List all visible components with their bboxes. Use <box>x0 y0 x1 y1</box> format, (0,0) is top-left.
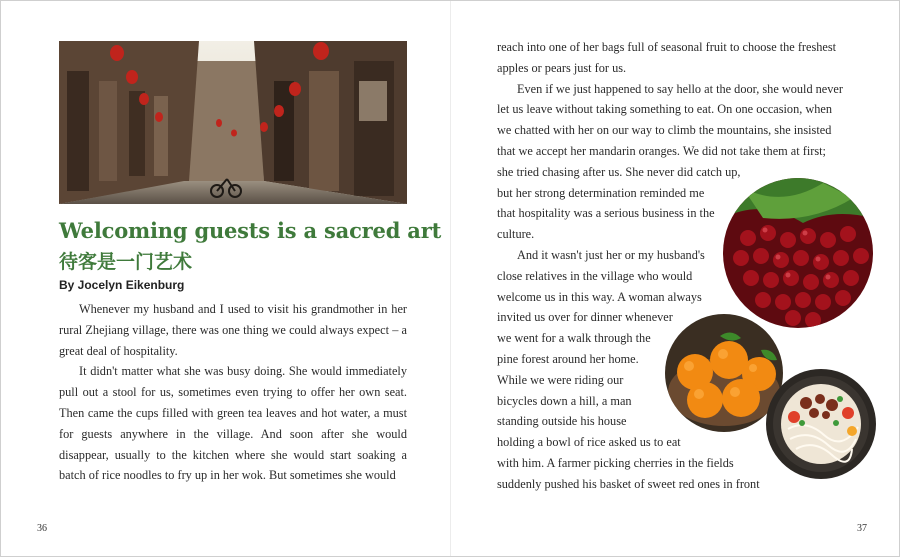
body-line: welcome us in this way. A woman always <box>497 289 702 304</box>
body-line: culture. <box>497 227 535 242</box>
body-line: we chatted with her on our way to climb the mountains, she insisted <box>497 123 832 138</box>
body-line: we went for a walk through the <box>497 331 651 346</box>
page-gutter <box>450 1 451 556</box>
body-line: While we were riding our <box>497 372 624 387</box>
body-line: And it wasn't just her or my husband's <box>517 247 705 262</box>
left-page-body <box>59 299 407 486</box>
body-line: reach into one of her bags full of seasonal fruit to choose the freshest <box>497 40 837 54</box>
left-page-number: 36 <box>37 523 47 534</box>
mandarin-oranges-photo <box>665 314 783 432</box>
article-title-chinese: 待客是一门艺术 <box>59 251 193 273</box>
body-paragraph: Whenever my husband and I used to visit his grandmother in her rural Zhejiang village, there was one thing we could always expect – a great deal of hospitality. <box>59 302 407 358</box>
body-line: let us leave without taking something to eat. On one occasion, when <box>497 102 833 117</box>
body-line: suddenly pushed his basket of sweet red ones in front <box>497 476 760 491</box>
body-line: apples or pears just for us. <box>497 60 627 75</box>
body-line: that hospitality was a serious business in the <box>497 206 715 221</box>
right-page-number: 37 <box>857 523 867 534</box>
article-byline: By Jocelyn Eikenburg <box>59 278 185 292</box>
body-line: that we accept her mandarin oranges. We did not take them at first; <box>497 143 826 158</box>
article-title: Welcoming guests is a sacred art <box>59 218 442 243</box>
cherries-photo <box>723 178 873 328</box>
body-line: standing outside his house <box>497 414 627 429</box>
body-line: bicycles down a hill, a man <box>497 393 632 408</box>
body-line: but her strong determination reminded me <box>497 185 705 200</box>
body-line: she tried chasing after us. She never did catch up, <box>497 164 741 179</box>
body-line: close relatives in the village who would <box>497 268 693 283</box>
noodle-bowl-photo <box>766 369 876 479</box>
body-line: with him. A farmer picking cherries in the fields <box>497 455 734 470</box>
village-street-photo <box>59 41 407 204</box>
body-line: pine forest around her home. <box>497 351 639 366</box>
body-line: invited us over for dinner whenever <box>497 310 673 325</box>
body-line: holding a bowl of rice asked us to eat <box>497 435 681 450</box>
body-line: Even if we just happened to say hello at the door, she would never <box>517 81 843 96</box>
body-paragraph: It didn't matter what she was busy doing. She would immediately pull out a stool for us, sometimes even trying to offer her own seat. Then came the cups filled with green tea leaves and hot water, a must for guests anywhere in the village. And soon after she would disappear, usually to the kitchen where she would start soaking a batch of rice noodles to fry up in her wok. But sometimes she would <box>59 364 407 483</box>
